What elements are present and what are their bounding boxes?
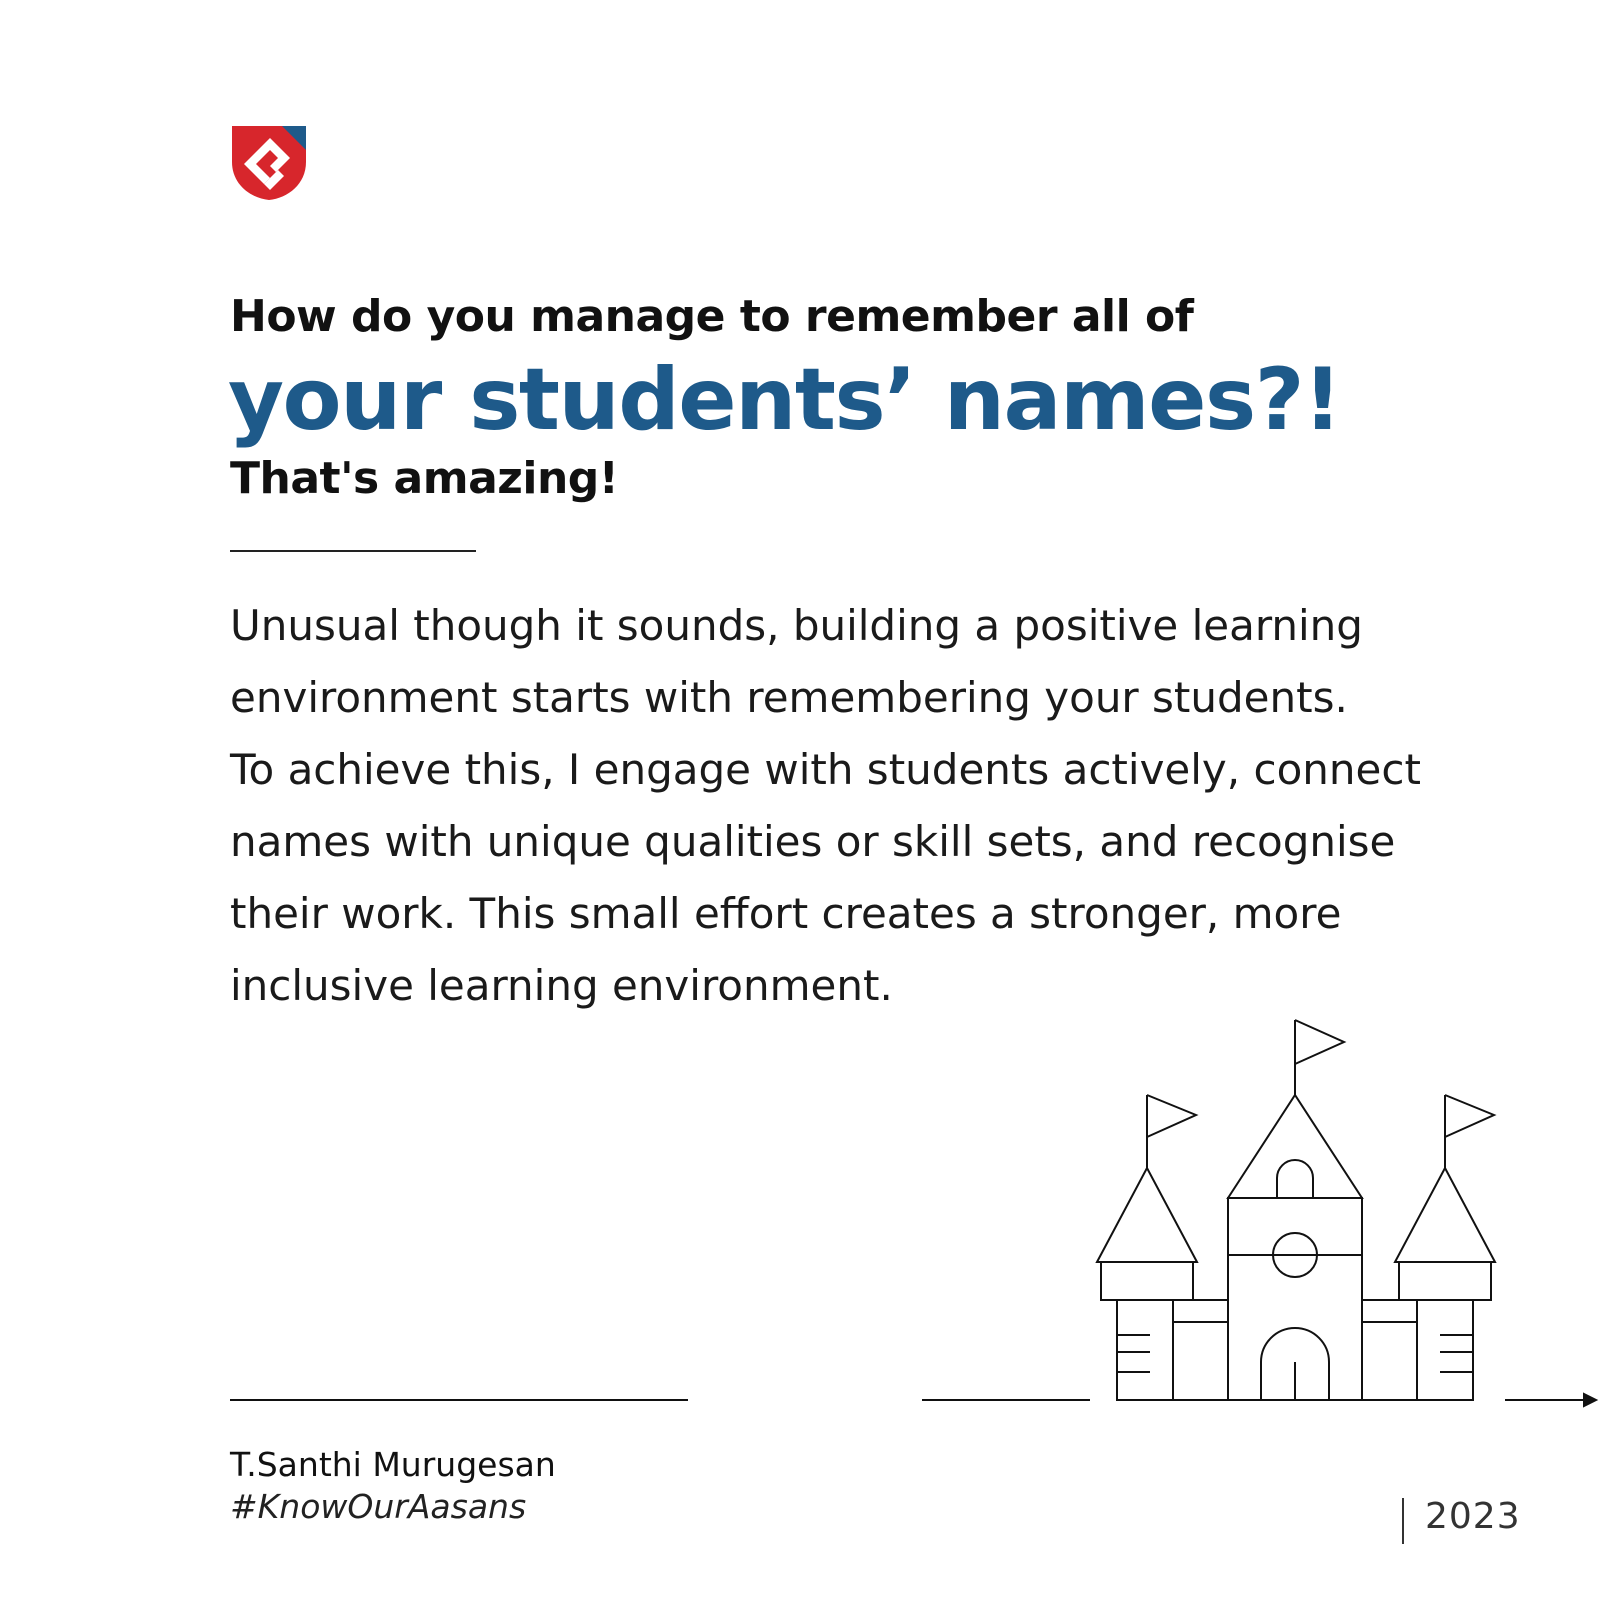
headline-exclamation: That's amazing! [230,453,619,504]
section-divider [230,550,476,552]
author-name: T.Santhi Murugesan [230,1445,556,1484]
body-paragraph [230,590,1480,1022]
body-line: To achieve this, I engage with students actively, connect [230,745,1421,794]
headline-highlight: your students’ names?! [228,350,1341,450]
headline-question-line: How do you manage to remember all of [230,291,1194,342]
year-divider [1402,1498,1404,1544]
hashtag-text: #KnowOurAasans [230,1487,527,1526]
body-line: environment starts with remembering your students. [230,673,1348,722]
body-line: their work. This small effort creates a stronger, more [230,889,1342,938]
castle-illustration-icon [0,1000,1600,1420]
body-line: names with unique qualities or skill sets, and recognise [230,817,1396,866]
year-label: 2023 [1425,1496,1521,1537]
body-line: inclusive learning environment. [230,961,893,1010]
brand-logo-icon [230,124,308,202]
body-line: Unusual though it sounds, building a positive learning [230,601,1363,650]
